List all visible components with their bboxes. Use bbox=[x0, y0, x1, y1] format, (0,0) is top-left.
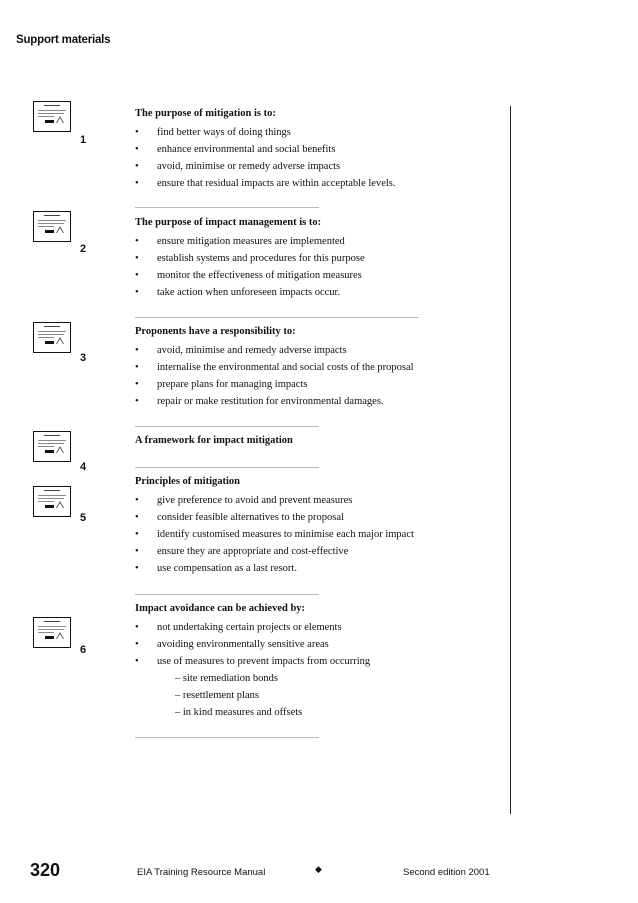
section-framework bbox=[135, 434, 505, 451]
list-item: • use of measures to prevent impacts from occurring bbox=[135, 653, 505, 670]
slide-thumbnail bbox=[33, 486, 71, 517]
slide-thumbnail bbox=[33, 101, 71, 132]
slide-thumbnail bbox=[33, 322, 71, 353]
list-item: • establish systems and procedures for this purpose bbox=[135, 250, 505, 267]
vertical-rule bbox=[510, 106, 511, 814]
section-heading: The purpose of mitigation is to: bbox=[135, 108, 276, 119]
bullet-icon: • bbox=[135, 144, 139, 155]
bullet-icon: • bbox=[135, 161, 139, 172]
sub-list-item: – resettlement plans bbox=[175, 690, 259, 701]
bullet-icon: • bbox=[135, 270, 139, 281]
slide-number: 3 bbox=[80, 352, 87, 364]
slide-thumbnail bbox=[33, 431, 71, 462]
list-item: • enhance environmental and social benefits bbox=[135, 141, 505, 158]
slide-thumbnail bbox=[33, 211, 71, 242]
page-number: 320 bbox=[30, 860, 61, 880]
bullet-icon: • bbox=[135, 236, 139, 247]
slide-number: 6 bbox=[80, 644, 87, 656]
bullet-icon: • bbox=[135, 253, 139, 264]
bullet-icon: • bbox=[135, 622, 139, 633]
list-item: • prepare plans for managing impacts bbox=[135, 376, 505, 393]
running-header: Support materials bbox=[16, 34, 111, 46]
list-item: • avoid, minimise and remedy adverse impacts bbox=[135, 342, 505, 359]
list-item: • avoiding environmentally sensitive areas bbox=[135, 636, 505, 653]
bullet-icon: • bbox=[135, 345, 139, 356]
list-item: • repair or make restitution for environmental damages. bbox=[135, 393, 505, 410]
list-item: • internalise the environmental and social costs of the proposal bbox=[135, 359, 505, 376]
section-heading: A framework for impact mitigation bbox=[135, 435, 293, 446]
section-heading: Principles of mitigation bbox=[135, 476, 240, 487]
slide-thumbnail bbox=[33, 617, 71, 648]
list-item: • ensure that residual impacts are within acceptable levels. bbox=[135, 175, 505, 192]
section-divider bbox=[135, 426, 319, 427]
slide-number: 2 bbox=[80, 243, 87, 255]
slide-number: 5 bbox=[80, 512, 87, 524]
footer-manual-title: EIA Training Resource Manual bbox=[137, 867, 266, 878]
list-item: • ensure they are appropriate and cost-effective bbox=[135, 543, 505, 560]
sub-list-item: – in kind measures and offsets bbox=[175, 707, 303, 718]
list-item: • not undertaking certain projects or elements bbox=[135, 619, 505, 636]
bullet-icon: • bbox=[135, 396, 139, 407]
section-mitigation-purpose bbox=[135, 107, 505, 192]
section-divider bbox=[135, 317, 419, 318]
list-item: • ensure mitigation measures are implemented bbox=[135, 233, 505, 250]
list-item: • consider feasible alternatives to the proposal bbox=[135, 509, 505, 526]
bullet-icon: • bbox=[135, 546, 139, 557]
section-heading: The purpose of impact management is to: bbox=[135, 217, 322, 228]
section-divider bbox=[135, 737, 319, 738]
slide-number: 4 bbox=[80, 461, 87, 473]
sub-list-item: – site remediation bonds bbox=[175, 673, 278, 684]
bullet-icon: • bbox=[135, 379, 139, 390]
diamond-icon: ◆ bbox=[315, 865, 322, 875]
bullet-icon: • bbox=[135, 639, 139, 650]
list-item: • give preference to avoid and prevent measures bbox=[135, 492, 505, 509]
slide-number: 1 bbox=[80, 134, 87, 146]
bullet-icon: • bbox=[135, 495, 139, 506]
bullet-icon: • bbox=[135, 127, 139, 138]
bullet-icon: • bbox=[135, 362, 139, 373]
list-item: • find better ways of doing things bbox=[135, 124, 505, 141]
list-item: • take action when unforeseen impacts occur. bbox=[135, 284, 505, 301]
bullet-icon: • bbox=[135, 512, 139, 523]
bullet-icon: • bbox=[135, 529, 139, 540]
section-proponent-responsibility bbox=[135, 325, 505, 410]
bullet-icon: • bbox=[135, 178, 139, 189]
list-item: • identify customised measures to minimise each major impact bbox=[135, 526, 505, 543]
section-impact-management-purpose bbox=[135, 216, 505, 301]
bullet-icon: • bbox=[135, 656, 139, 667]
section-heading: Proponents have a responsibility to: bbox=[135, 326, 296, 337]
section-divider bbox=[135, 594, 319, 595]
footer-edition: Second edition 2001 bbox=[403, 867, 490, 878]
section-divider bbox=[135, 467, 319, 468]
list-item: • use compensation as a last resort. bbox=[135, 560, 505, 577]
section-divider bbox=[135, 207, 319, 208]
bullet-icon: • bbox=[135, 287, 139, 298]
section-heading: Impact avoidance can be achieved by: bbox=[135, 603, 306, 614]
section-principles bbox=[135, 475, 505, 577]
list-item: • monitor the effectiveness of mitigation measures bbox=[135, 267, 505, 284]
bullet-icon: • bbox=[135, 563, 139, 574]
section-impact-avoidance bbox=[135, 602, 505, 721]
list-item: • avoid, minimise or remedy adverse impacts bbox=[135, 158, 505, 175]
